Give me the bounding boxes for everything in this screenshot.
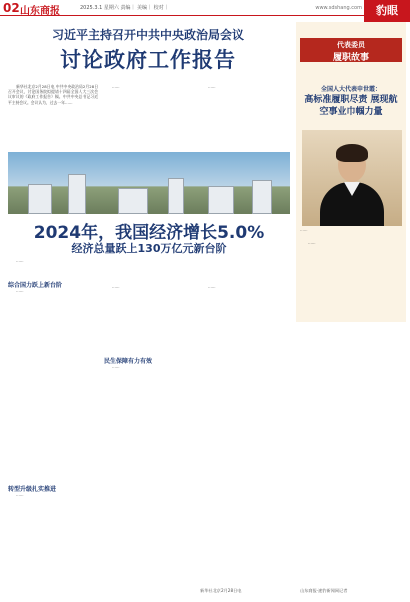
story1-text-b: …… xyxy=(112,84,120,89)
building xyxy=(252,180,272,214)
feature-credit: 山东商报·速豹新闻网记者 xyxy=(300,588,348,593)
website: www.sdshang.com xyxy=(315,5,362,11)
masthead xyxy=(0,0,410,16)
portrait-photo xyxy=(302,130,402,226)
story1-text-a: 新华社北京2月28日电 中共中央政治局2月28日召开会议，讨论国务院拟提请十四届全国人大三次会议审议的《政府工作报告》稿。中共中央总书记习近平主持会议。会议认为，过去一年…… xyxy=(8,84,98,105)
building xyxy=(68,174,86,214)
city-skyline-photo xyxy=(8,152,290,214)
story2-headline: 2024年，我国经济增长5.0% xyxy=(33,223,265,243)
story2-column-e xyxy=(104,284,194,354)
story2-text-d2: …… xyxy=(16,492,24,497)
feature-headline: 高标准履职尽责 展现航空事业巾帼力量 xyxy=(304,95,398,117)
photo-caption: …… xyxy=(300,227,308,232)
story1-column-a xyxy=(8,84,98,150)
story2-text-e: …… xyxy=(112,284,120,289)
building xyxy=(208,186,234,214)
story1-text-c: …… xyxy=(208,84,216,89)
section-tab: 豹眼 xyxy=(364,0,410,22)
story2-subhead: 经济总量跃上130万亿元新台阶 xyxy=(71,242,227,255)
story2-column-d xyxy=(8,288,98,478)
story2-lead-text: …… xyxy=(16,258,24,263)
story2-text-f: …… xyxy=(208,284,216,289)
story1-headline-top: 习近平主持召开中共中央政治局会议 xyxy=(51,28,244,42)
feature-rep-title: 全国人大代表申世霞： xyxy=(320,86,381,93)
building xyxy=(118,188,148,214)
issue-meta: 2025.3.1 星期六 责编｜ 美编｜ 校对｜ xyxy=(80,5,169,11)
feature-text: …… xyxy=(308,240,316,245)
story2-column-d2 xyxy=(8,492,98,582)
story2-text-e2: …… xyxy=(112,364,120,369)
banner-line2: 履职故事 xyxy=(332,53,369,63)
story2-column-f xyxy=(200,284,290,584)
feature-banner xyxy=(300,38,402,62)
story1-headline-main: 讨论政府工作报告 xyxy=(60,47,236,72)
portrait-hair xyxy=(336,144,368,162)
banner-line1: 代表委员 xyxy=(337,41,365,49)
building xyxy=(28,184,52,214)
page-number: 02 xyxy=(3,1,20,15)
feature-column xyxy=(300,240,402,580)
paper-name: 山东商报 xyxy=(20,6,60,17)
building xyxy=(168,178,184,214)
story2-column-e2 xyxy=(104,364,194,590)
story1-column-b xyxy=(104,84,194,150)
section-title-1: 综合国力跃上新台阶 xyxy=(8,282,63,289)
story2-credit: 新华社北京2月28日电 xyxy=(200,588,242,593)
section-title-3: 民生保障有力有效 xyxy=(104,358,153,365)
story1-column-c xyxy=(200,84,290,150)
section-title-2: 转型升级扎实推进 xyxy=(8,486,57,493)
story2-lead xyxy=(8,258,290,276)
story2-text-d: …… xyxy=(16,288,24,293)
